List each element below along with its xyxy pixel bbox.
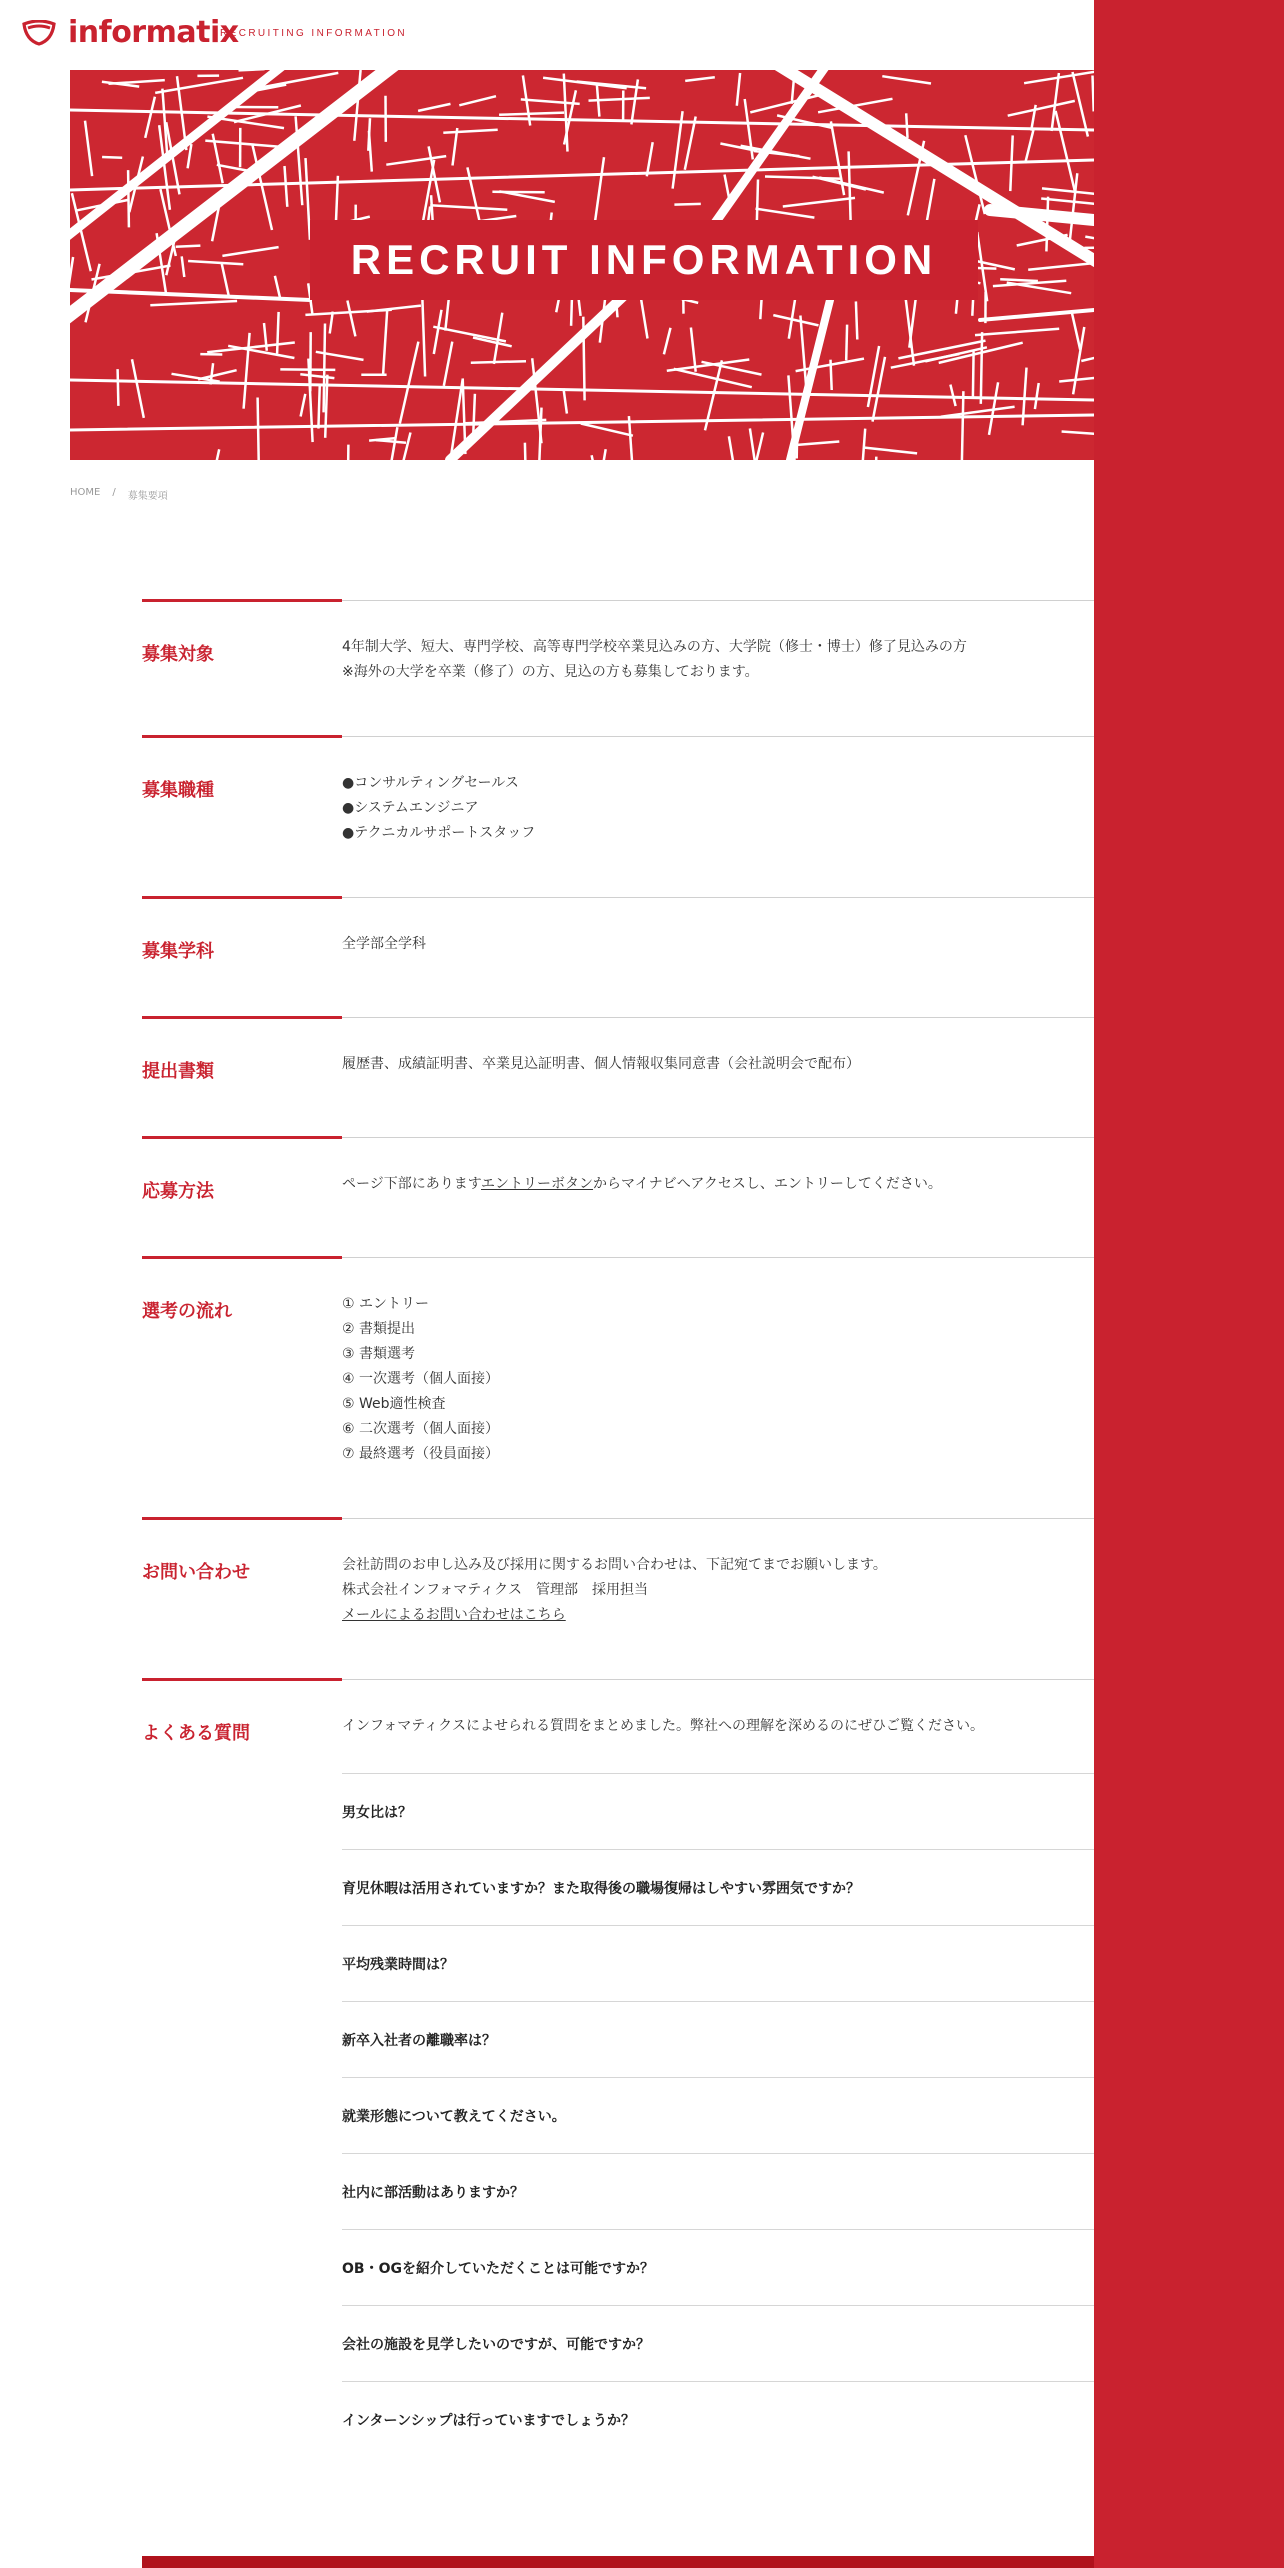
breadcrumb-home-link[interactable]: HOME bbox=[70, 487, 101, 498]
section-label: 募集対象 bbox=[142, 644, 214, 665]
map-street bbox=[316, 352, 364, 360]
entry-bar-top-edge bbox=[142, 2556, 1094, 2568]
map-street bbox=[581, 424, 633, 436]
section-body bbox=[342, 1292, 1094, 1467]
map-street bbox=[1042, 188, 1094, 195]
map-street bbox=[354, 70, 360, 141]
map-street bbox=[977, 232, 987, 301]
map-street bbox=[347, 301, 355, 337]
hero-title: RECRUIT INFORMATION bbox=[350, 236, 938, 283]
map-street bbox=[1046, 197, 1048, 252]
map-street bbox=[691, 328, 696, 372]
map-street bbox=[459, 96, 496, 105]
map-street bbox=[962, 391, 964, 460]
logo[interactable] bbox=[22, 15, 239, 50]
map-street bbox=[430, 205, 507, 209]
map-street bbox=[188, 261, 243, 264]
section-label: 選考の流れ bbox=[142, 1301, 232, 1322]
map-street bbox=[150, 301, 237, 305]
map-street bbox=[973, 352, 974, 398]
section-divider bbox=[342, 1137, 1094, 1138]
section-body bbox=[342, 932, 1094, 957]
email-contact-link[interactable]: メールによるお問い合わせはこちら bbox=[342, 1607, 566, 1623]
map-street bbox=[318, 384, 319, 429]
map-street bbox=[765, 177, 842, 179]
process-step: ⑦ 最終選考（役員面接） bbox=[342, 1446, 500, 1462]
map-street bbox=[280, 369, 335, 370]
map-street bbox=[1025, 129, 1034, 163]
map-street bbox=[1081, 345, 1094, 361]
map-street bbox=[128, 170, 129, 227]
map-street bbox=[950, 385, 955, 407]
map-street bbox=[965, 135, 985, 214]
map-street bbox=[202, 449, 219, 460]
map-street bbox=[275, 276, 280, 298]
map-street bbox=[564, 388, 567, 413]
section-divider bbox=[342, 1257, 1094, 1258]
logo-text: informatix bbox=[68, 15, 239, 50]
map-street bbox=[796, 442, 839, 446]
text-line: ●システムエンジニア bbox=[342, 800, 479, 816]
map-street bbox=[685, 77, 715, 81]
faq-item[interactable]: 会社の施設を見学したいのですが、可能ですか？ bbox=[342, 2305, 1094, 2381]
process-step: ② 書類提出 bbox=[342, 1321, 416, 1337]
text-fragment: ページ下部にあります bbox=[342, 1176, 482, 1192]
section-divider bbox=[342, 1518, 1094, 1519]
map-street bbox=[864, 448, 918, 454]
map-street bbox=[434, 310, 442, 354]
section-divider bbox=[342, 1017, 1094, 1018]
process-step: ③ 書類選考 bbox=[342, 1346, 416, 1362]
map-street bbox=[702, 362, 762, 375]
map-street bbox=[367, 306, 421, 312]
section-accent-rule bbox=[142, 1517, 342, 1520]
entry-button-link[interactable]: エントリーボタン bbox=[481, 1176, 594, 1192]
map-street bbox=[277, 312, 279, 354]
faq-item[interactable]: 男女比は？ bbox=[342, 1773, 1094, 1849]
map-street bbox=[222, 264, 229, 297]
map-street bbox=[222, 247, 278, 256]
map-street bbox=[1008, 101, 1075, 116]
map-street bbox=[1000, 279, 1038, 281]
map-street bbox=[521, 99, 580, 104]
section-accent-rule bbox=[142, 1136, 342, 1139]
map-street bbox=[453, 128, 458, 166]
map-street bbox=[244, 333, 250, 409]
map-street bbox=[145, 97, 155, 138]
map-street bbox=[856, 301, 857, 339]
faq-list bbox=[342, 1773, 1094, 2457]
logo-mark-icon bbox=[22, 20, 56, 46]
map-street bbox=[592, 455, 603, 460]
map-street bbox=[1010, 135, 1012, 191]
faq-item[interactable]: インターンシップは行っていますでしょうか？ bbox=[342, 2381, 1094, 2457]
map-street bbox=[205, 141, 290, 148]
map-street bbox=[109, 80, 165, 84]
map-street bbox=[664, 328, 671, 355]
map-street bbox=[176, 246, 201, 247]
map-street bbox=[647, 142, 653, 176]
section-body bbox=[342, 1553, 1094, 1628]
map-street bbox=[418, 104, 450, 111]
breadcrumb bbox=[70, 487, 168, 502]
map-street bbox=[846, 325, 847, 361]
faq-item[interactable]: 社内に部活動はありますか？ bbox=[342, 2153, 1094, 2229]
faq-item[interactable]: OB・OGを紹介していただくことは可能ですか？ bbox=[342, 2229, 1094, 2305]
right-red-band bbox=[1094, 0, 1284, 2568]
faq-item[interactable]: 育児休暇は活用されていますか？また取得後の職場復帰はしやすい雰囲気ですか？ bbox=[342, 1849, 1094, 1925]
map-street bbox=[383, 310, 387, 374]
map-street bbox=[443, 130, 497, 133]
map-street bbox=[737, 73, 740, 106]
map-street bbox=[797, 431, 798, 458]
hero-banner bbox=[70, 70, 1094, 460]
map-street bbox=[1072, 313, 1080, 350]
section-body bbox=[342, 1172, 1094, 1197]
section-divider bbox=[342, 600, 1094, 601]
map-street bbox=[155, 78, 243, 93]
map-street bbox=[773, 315, 818, 325]
map-street bbox=[1062, 432, 1094, 437]
section-body bbox=[342, 771, 1094, 846]
map-street bbox=[1093, 76, 1094, 112]
section-label: 募集学科 bbox=[142, 941, 214, 962]
section-label: お問い合わせ bbox=[142, 1562, 250, 1583]
section-divider bbox=[342, 736, 1094, 737]
header-tagline: RECRUITING INFORMATION bbox=[220, 28, 408, 39]
text-line: ●コンサルティングセールス bbox=[342, 775, 519, 791]
map-street bbox=[301, 394, 306, 417]
process-step: ④ 一次選考（個人面接） bbox=[342, 1371, 500, 1387]
site-header bbox=[0, 0, 1094, 70]
map-street bbox=[597, 84, 600, 117]
map-street bbox=[433, 327, 506, 342]
map-street bbox=[391, 427, 398, 460]
map-street bbox=[1028, 262, 1094, 269]
section-accent-rule bbox=[142, 1016, 342, 1019]
map-street bbox=[386, 156, 446, 165]
map-street bbox=[906, 113, 907, 138]
map-street bbox=[1035, 383, 1039, 409]
map-street bbox=[400, 342, 419, 424]
text-line: 全学部全学科 bbox=[342, 936, 426, 952]
map-street bbox=[444, 342, 453, 386]
section-accent-rule bbox=[142, 1678, 342, 1681]
map-street bbox=[927, 179, 935, 223]
map-street bbox=[118, 369, 119, 406]
map-street bbox=[882, 76, 931, 83]
map-street bbox=[188, 144, 192, 168]
map-street bbox=[300, 374, 334, 378]
faq-item[interactable]: 平均残業時間は？ bbox=[342, 1925, 1094, 2001]
section-body bbox=[342, 1052, 1094, 1077]
map-street bbox=[285, 166, 288, 207]
map-street bbox=[499, 113, 564, 115]
map-street bbox=[783, 198, 855, 207]
faq-lead: インフォマティクスによせられる質問をまとめました。弊社への理解を深めるのにぜひご覧ください。 bbox=[342, 1718, 985, 1734]
text-line: ●テクニカルサポートスタッフ bbox=[342, 825, 536, 841]
map-street bbox=[324, 324, 325, 413]
map-street bbox=[1056, 111, 1076, 194]
section-accent-rule bbox=[142, 1256, 342, 1259]
map-street bbox=[875, 457, 877, 460]
map-street bbox=[85, 121, 92, 176]
map-street bbox=[132, 359, 144, 418]
map-street bbox=[725, 175, 730, 200]
text-line: 4年制大学、短大、専門学校、高等専門学校卒業見込みの方、大学院（修士・博士）修了見込みの方 bbox=[342, 639, 967, 655]
map-street bbox=[860, 429, 866, 460]
map-street bbox=[369, 131, 372, 172]
map-street bbox=[583, 317, 584, 401]
map-street bbox=[800, 316, 806, 390]
section-divider bbox=[342, 897, 1094, 898]
breadcrumb-separator: / bbox=[112, 487, 116, 498]
section-label: 提出書類 bbox=[142, 1061, 214, 1082]
text-line: 株式会社インフォマティクス 管理部 採用担当 bbox=[342, 1582, 649, 1598]
text-line: ※海外の大学を卒業（修了）の方、見込の方も募集しております。 bbox=[342, 664, 759, 680]
map-street bbox=[685, 117, 696, 170]
map-street bbox=[102, 157, 122, 158]
section-label: よくある質問 bbox=[142, 1723, 250, 1744]
map-street bbox=[601, 449, 606, 460]
map-street bbox=[422, 296, 425, 376]
map-street bbox=[258, 398, 259, 461]
section-divider bbox=[342, 1679, 1094, 1680]
map-street bbox=[831, 360, 832, 390]
map-street bbox=[1084, 247, 1094, 248]
map-street bbox=[369, 438, 396, 441]
section-accent-rule bbox=[142, 599, 342, 602]
map-street bbox=[525, 443, 526, 460]
map-street bbox=[543, 78, 627, 89]
process-step: ⑥ 二次選考（個人面接） bbox=[342, 1421, 500, 1437]
map-street bbox=[975, 329, 1059, 335]
map-street bbox=[674, 204, 700, 205]
text-line: 履歴書、成績証明書、卒業見込証明書、個人情報収集同意書（会社説明会で配布） bbox=[342, 1056, 860, 1072]
text-fragment: からマイナビへアクセスし、エントリーしてください。 bbox=[593, 1176, 942, 1192]
map-street bbox=[471, 361, 526, 363]
faq-item[interactable]: 新卒入社者の離職率は？ bbox=[342, 2001, 1094, 2077]
map-street bbox=[1073, 72, 1088, 137]
section-accent-rule bbox=[142, 735, 342, 738]
map-street bbox=[182, 256, 185, 277]
map-street bbox=[750, 428, 755, 460]
process-step: ⑤ Web適性検査 bbox=[342, 1396, 446, 1412]
faq-item[interactable]: 就業形態について教えてください。 bbox=[342, 2077, 1094, 2153]
process-step: ① エントリー bbox=[342, 1296, 430, 1312]
section-accent-rule bbox=[142, 896, 342, 899]
map-street bbox=[756, 209, 815, 218]
section-label: 応募方法 bbox=[142, 1181, 214, 1202]
section-label: 募集職種 bbox=[142, 780, 214, 801]
section-body bbox=[342, 635, 1094, 685]
hero-title-box bbox=[310, 220, 978, 300]
map-street bbox=[1085, 237, 1094, 248]
breadcrumb-current: 募集要項 bbox=[127, 491, 168, 502]
map-street bbox=[981, 332, 982, 404]
map-street bbox=[729, 436, 740, 460]
map-street bbox=[674, 369, 752, 387]
map-street bbox=[330, 312, 333, 334]
text-line: 会社訪問のお申し込み及び採用に関するお問い合わせは、下記宛てまでお願いします。 bbox=[342, 1557, 887, 1573]
